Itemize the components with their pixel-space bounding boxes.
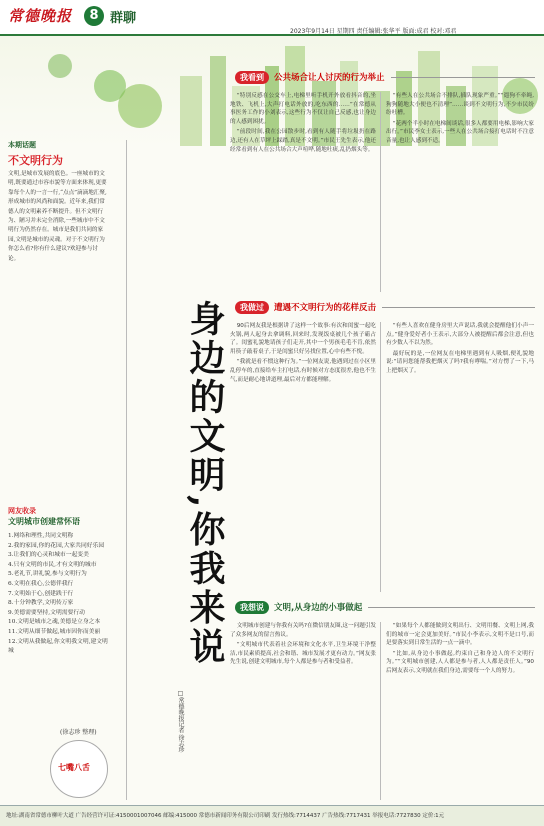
section-header <box>235 70 535 84</box>
masthead <box>0 0 544 36</box>
section-did <box>235 300 535 314</box>
section-tag: 我想说 <box>235 601 269 614</box>
section-say-col-a <box>230 622 376 667</box>
section-did-col-a <box>230 322 376 384</box>
divider <box>382 307 535 308</box>
slogan-item: 11.文明从细节做起,城市因你而美丽 <box>8 628 101 635</box>
section-title: 文明,从身边的小事做起 <box>274 603 363 613</box>
slogan-item: 1.网络和理性,共同文明称 <box>8 533 74 539</box>
paragraph: “前段时间,我在公园散步时,看到有人随手将垃圾扔在路边,还有人在草坪上踩踏,真是不文明。”市民王先生表示,他还经常看到有人在公共场合大声喧哗,随地吐痰,乱扔烟头等。 <box>230 129 376 153</box>
section-say-col-b <box>386 622 534 676</box>
byline: □常德晚报记者 徐志珍 <box>177 690 184 753</box>
paragraph: 90后网友我是根据讲了这样一个故事:有次和闺蜜一起吃火锅,两人起身去拿调料,回来时,发现饭桌被几个孩子霸占了。闺蜜礼貌地请孩子们走开,其中一个男孩毛毛不肯,依然用筷子敲着桌子,于是闺蜜只好另找位置,心中有些不悦。 <box>230 323 376 355</box>
paragraph: 文明城市创建与你我有关吗?在微信朋友圈,这一问题引发了众多网友的留言热议。 <box>230 623 376 638</box>
compiler-credit: (徐志珍 整理) <box>60 729 97 736</box>
section-name: 群聊 <box>110 11 137 26</box>
page-number: 8 <box>84 6 104 26</box>
paragraph: “比如,从身边小事做起,约束自己和身边人的不文明行为。”“文明城市创建,人人都是参与者,人人都是责任人。”90后网友表示,文明就在我们身边,需要每一个人的努力。 <box>386 650 534 674</box>
slogan-item: 4.只有文明的市民,才有文明的城市 <box>8 561 97 568</box>
footer-text: 地址:湖南省常德市柳叶大道 广告经营许可证:4150001007046 邮编:415000 常德市新闻印务有限公司印刷 发行热线:7714437 广告热线:7717431 举报电话:7727830 定价:1元 <box>6 813 445 819</box>
divider <box>391 77 535 78</box>
section-observed-col-b <box>386 92 534 146</box>
slogan-item: 10.文明是城市之魂,美德是立身之本 <box>8 619 101 626</box>
section-title: 公共场合让人讨厌的行为举止 <box>274 73 385 83</box>
paragraph: “文明城市代表着社会环境和文化水平,卫生环境干净整洁,市民素质提高,社会和谐、城市发展才更有动力。”网友张先生说,创建文明城市,每个人都是参与者和受益者。 <box>230 642 376 666</box>
column-divider <box>380 622 381 800</box>
dateline: 2023年9月14日 星期四 责任编辑:张华平 版面:成君 校对:邓君 <box>290 28 457 35</box>
footer <box>0 805 544 826</box>
chat-title: 文明城市创建常怀语 <box>8 517 80 526</box>
section-tag: 我看到 <box>235 71 269 84</box>
paragraph: “如果每个人都能做到文明出行、文明用餐、文明上网,我们的城市一定会更加美好。”市民小李表示,文明不是口号,而是要落实到日常生活的一点一滴中。 <box>386 623 534 647</box>
column-divider <box>380 92 381 292</box>
section-header <box>235 600 535 614</box>
section-observed-col-a <box>230 92 376 154</box>
slogan-item: 8.十分钟教学,文明传万家 <box>8 600 74 607</box>
left-column <box>0 140 124 800</box>
section-did-col-b <box>386 322 534 376</box>
section-tag: 我做过 <box>235 301 269 314</box>
paragraph: “我就是看不惯这种行为。”一位网友说,他遇到过在小区里乱停车的,直接给车主打电话,有时候对方态度很差,他也不生气,而是耐心地讲道理,最后对方都能理解。 <box>230 359 376 383</box>
main-title: 身边的文明,你我来说 <box>184 300 226 667</box>
paragraph: “有些人喜欢在健身房里大声说话,我就会提醒他们小声一点。”健身爱好者小王表示,大部分人被提醒后都会注意,但也有少数人不以为然。 <box>386 323 534 347</box>
slogan-item: 7.文明始于心,创建践于行 <box>8 590 74 597</box>
slogan-item: 3.让我们的心灵和城市一起变美 <box>8 552 89 559</box>
column-divider <box>380 322 381 592</box>
section-header <box>235 300 535 314</box>
paragraph: 最好玩的是,一位网友在电梯里遇到有人吸烟,便礼貌地说:“请问您能帮我把烟灭了吗?我有哮喘。”对方愣了一下,马上把烟灭了。 <box>386 350 534 374</box>
column-divider <box>126 140 127 800</box>
section-observed <box>235 70 535 84</box>
topic-tag: 本期话题 <box>8 140 36 149</box>
topic-intro: 文明,是城市发展的底色。一座城市的文明,既要通过市容市貌等方面来体现,更要靠每个人的一言一行,“点点”滴滴地汇聚,形成城市的风尚和面貌。近年来,我们常德人的文明素养不断提升。但不文明行为、陋习并未完全消除,一些城市中不文明行为仍然存在。城市是我们共同的家园,文明是城市的灵魂。对于不文明行为你怎么看?你有什么建议?欢迎参与讨论。 <box>8 171 107 262</box>
slogan-item: 5.老礼节,讲礼貌,参与文明行为 <box>8 571 87 578</box>
paragraph: “特别反感在公交车上,电梯里听手机开外放看抖音的,坐地铁、飞机上,大声打电话外放的,吃东西的……”在常德从事医务工作的小刘表示,这些行为不仅让自己反感,也让身边的人感到困扰。 <box>230 93 376 125</box>
divider <box>368 607 535 608</box>
paragraph: “花两个半小时在电梯间谈话,很多人都要用电梯,影响大家出行。”市民李女士表示,一些人在公共场合接打电话时不注意音量,也让人感到不适。 <box>386 120 534 144</box>
chat-label: 网友收录 <box>8 507 36 515</box>
slogan-item: 9.美德需要坚持,文明需要行动 <box>8 609 85 616</box>
slogan-item: 12.文明从我做起,你文明我文明,建文明城 <box>8 638 108 655</box>
topic-title: 不文明行为 <box>8 154 63 167</box>
slogan-item: 6.文明在我心,公德伴我行 <box>8 580 74 587</box>
newspaper-logo: 常德晚报 <box>8 7 73 25</box>
qi-label: 七嘴八舌 <box>58 763 90 772</box>
slogan-list <box>8 532 108 657</box>
section-say <box>235 600 535 614</box>
paragraph: “有些人在公共场合不排队,插队现象严重。”“遛狗不牵绳,狗狗随地大小便也不清理”……谈到不文明行为,不少市民纷纷吐槽。 <box>386 93 534 117</box>
section-title: 遭遇不文明行为的花样反击 <box>274 303 377 313</box>
slogan-item: 2.我的家园,你的花园,大家共同好乐园 <box>8 542 105 549</box>
